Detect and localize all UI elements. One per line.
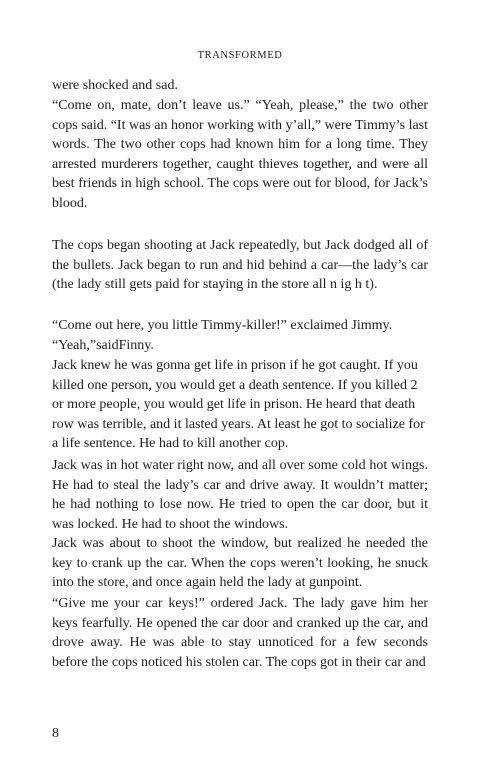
paragraph: Jack was in hot water right now, and all over some cold hot wings. He had to steal the lady’s car and drive away. It wouldn’t matter; he had nothing to lose now. He tried to open the car door, but it was locked. He had to shoot the windows. — [52, 458, 428, 532]
paragraph: “Come on, mate, don’t leave us.” “Yeah, please,” the two other cops said. “It was an honor working with y’all,” were Timmy’s last words. The two other cops had known him for a long time. They arrested murderers together, caught thieves together, and were all best friends in high school. The cops were out for blood, for Jack’s blood. — [52, 98, 429, 211]
paragraph: The cops began shooting at Jack repeatedly, but Jack dodged all of the bullets. Jack began to run and hid behind a car—the lady’s car (the lady still gets paid for staying in the store all n ig h t). — [52, 238, 428, 292]
paragraph: “Yeah,”saidFinny. — [52, 338, 154, 353]
paragraph: “Come out here, you little Timmy-killer!” exclaimed Jimmy. — [52, 318, 393, 333]
page-number: 8 — [52, 726, 59, 741]
paragraph: were shocked and sad. — [52, 78, 178, 93]
running-title: TRANSFORMED — [197, 50, 283, 61]
paragraph: Jack was about to shoot the window, but realized he needed the key to crank up the car. When the cops weren’t looking, he snuck into the store, and once again held the lady at gunpoint. — [52, 536, 428, 590]
paragraph: Jack knew he was gonna get life in prison if he got caught. If you killed one person, you would get a death sentence. If you killed 2 or more people, you would get life in prison. He heard that death row was terrible, and it lasted years. At least he got to socialize for a life sentence. He had to kill another cop. — [52, 358, 425, 451]
paragraph: “Give me your car keys!” ordered Jack. The lady gave him her keys fearfully. He opened the car door and cranked up the car, and drove away. He was able to stay unnoticed for a few seconds before the cops noticed his stolen car. The cops got in their car and — [52, 596, 428, 670]
